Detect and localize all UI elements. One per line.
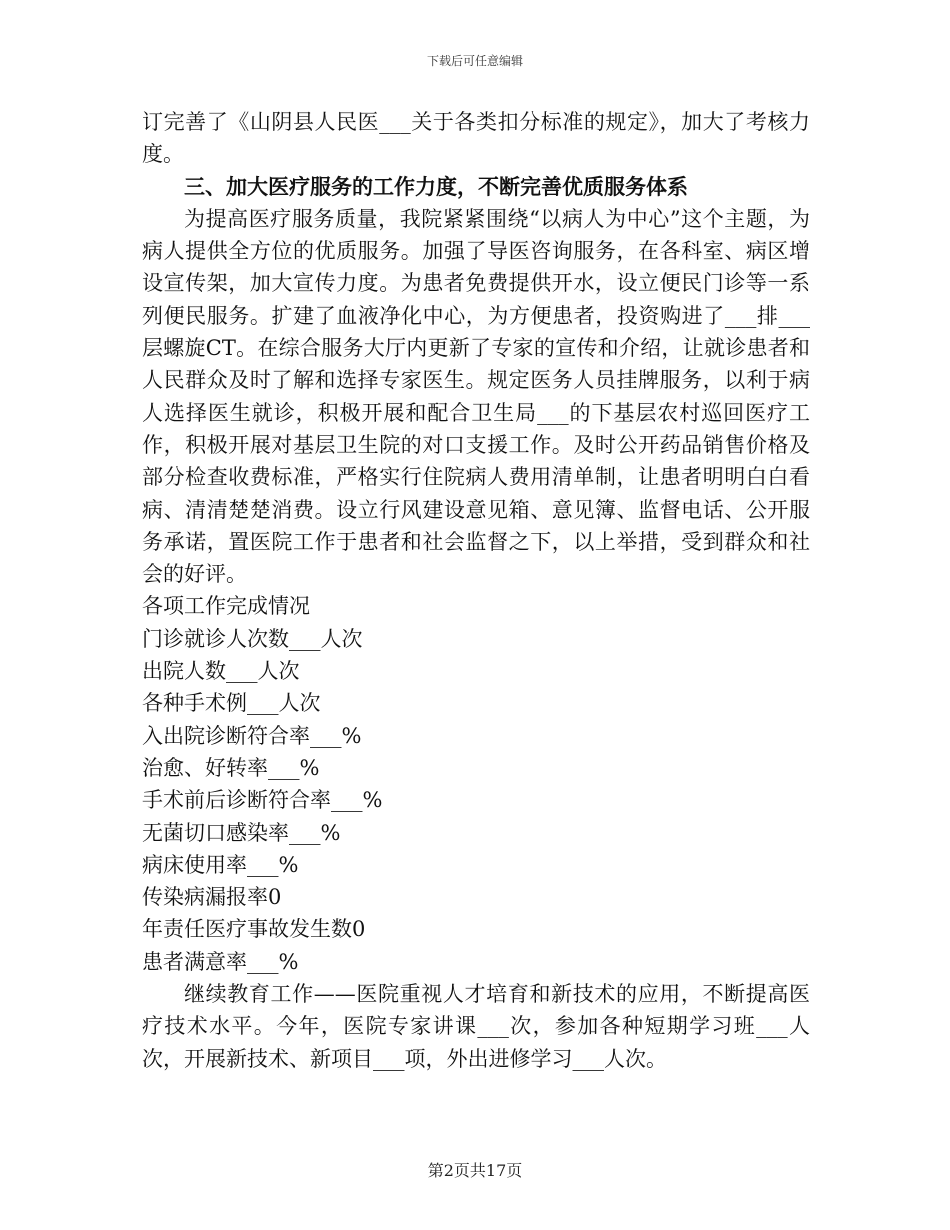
list-item: 传染病漏报率0 [142,885,282,910]
list-item: 治愈、好转率___% [142,755,320,780]
paragraph-continued: 订完善了《山阴县人民医___关于各类扣分标准的规定》，加大了考核力度。 [142,110,810,167]
paragraph-continuing-education: 继续教育工作——医院重视人才培育和新技术的应用，不断提高医疗技术水平。今年，医院专家讲课___次，参加各种短期学习班___人次，开展新技术、新项目___项，外出进修学习___人次。 [142,982,810,1071]
work-completion-list [142,590,810,978]
list-item: 门诊就诊人次数___人次 [142,626,363,651]
list-item: 各种手术例___人次 [142,691,321,716]
list-item: 年责任医疗事故发生数0 [142,917,366,942]
page-number: 第2页共17页 [427,1161,523,1180]
list-item: 出院人数___人次 [142,659,300,684]
document-body [142,106,810,1075]
list-item: 各项工作完成情况 [142,594,310,619]
list-item: 病床使用率___% [142,852,299,877]
page-header: 下载后可任意编辑 [426,54,523,68]
list-item: 手术前后诊断符合率___% [142,788,383,813]
list-item: 患者满意率___% [142,949,299,974]
list-item: 无菌切口感染率___% [142,820,341,845]
list-item: 入出院诊断符合率___% [142,723,362,748]
section-heading: 三、加大医疗服务的工作力度，不断完善优质服务体系 [184,173,688,199]
paragraph-medical-service: 为提高医疗服务质量，我院紧紧围绕“以病人为中心”这个主题，为病人提供全方位的优质服务。加强了导医咨询服务，在各科室、病区增设宣传架，加大宣传力度。为患者免费提供开水，设立便民门诊等一系列便民服务。扩建了血液净化中心，为方便患者，投资购进了___排___层螺旋CT。在综合服务大厅内更新了专家的宣传和介绍，让就诊患者和人民群众及时了解和选择专家医生。规定医务人员挂牌服务，以利于病人选择医生就诊，积极开展和配合卫生局___的下基层农村巡回医疗工作，积极开展对基层卫生院的对口支援工作。及时公开药品销售价格及部分检查收费标准，严格实行住院病人费用清单制，让患者明明白白看病、清清楚楚消费。设立行风建设意见箱、意见簿、监督电话、公开服务承诺，置医院工作于患者和社会监督之下，以上举措，受到群众和社会的好评。 [142,206,810,587]
